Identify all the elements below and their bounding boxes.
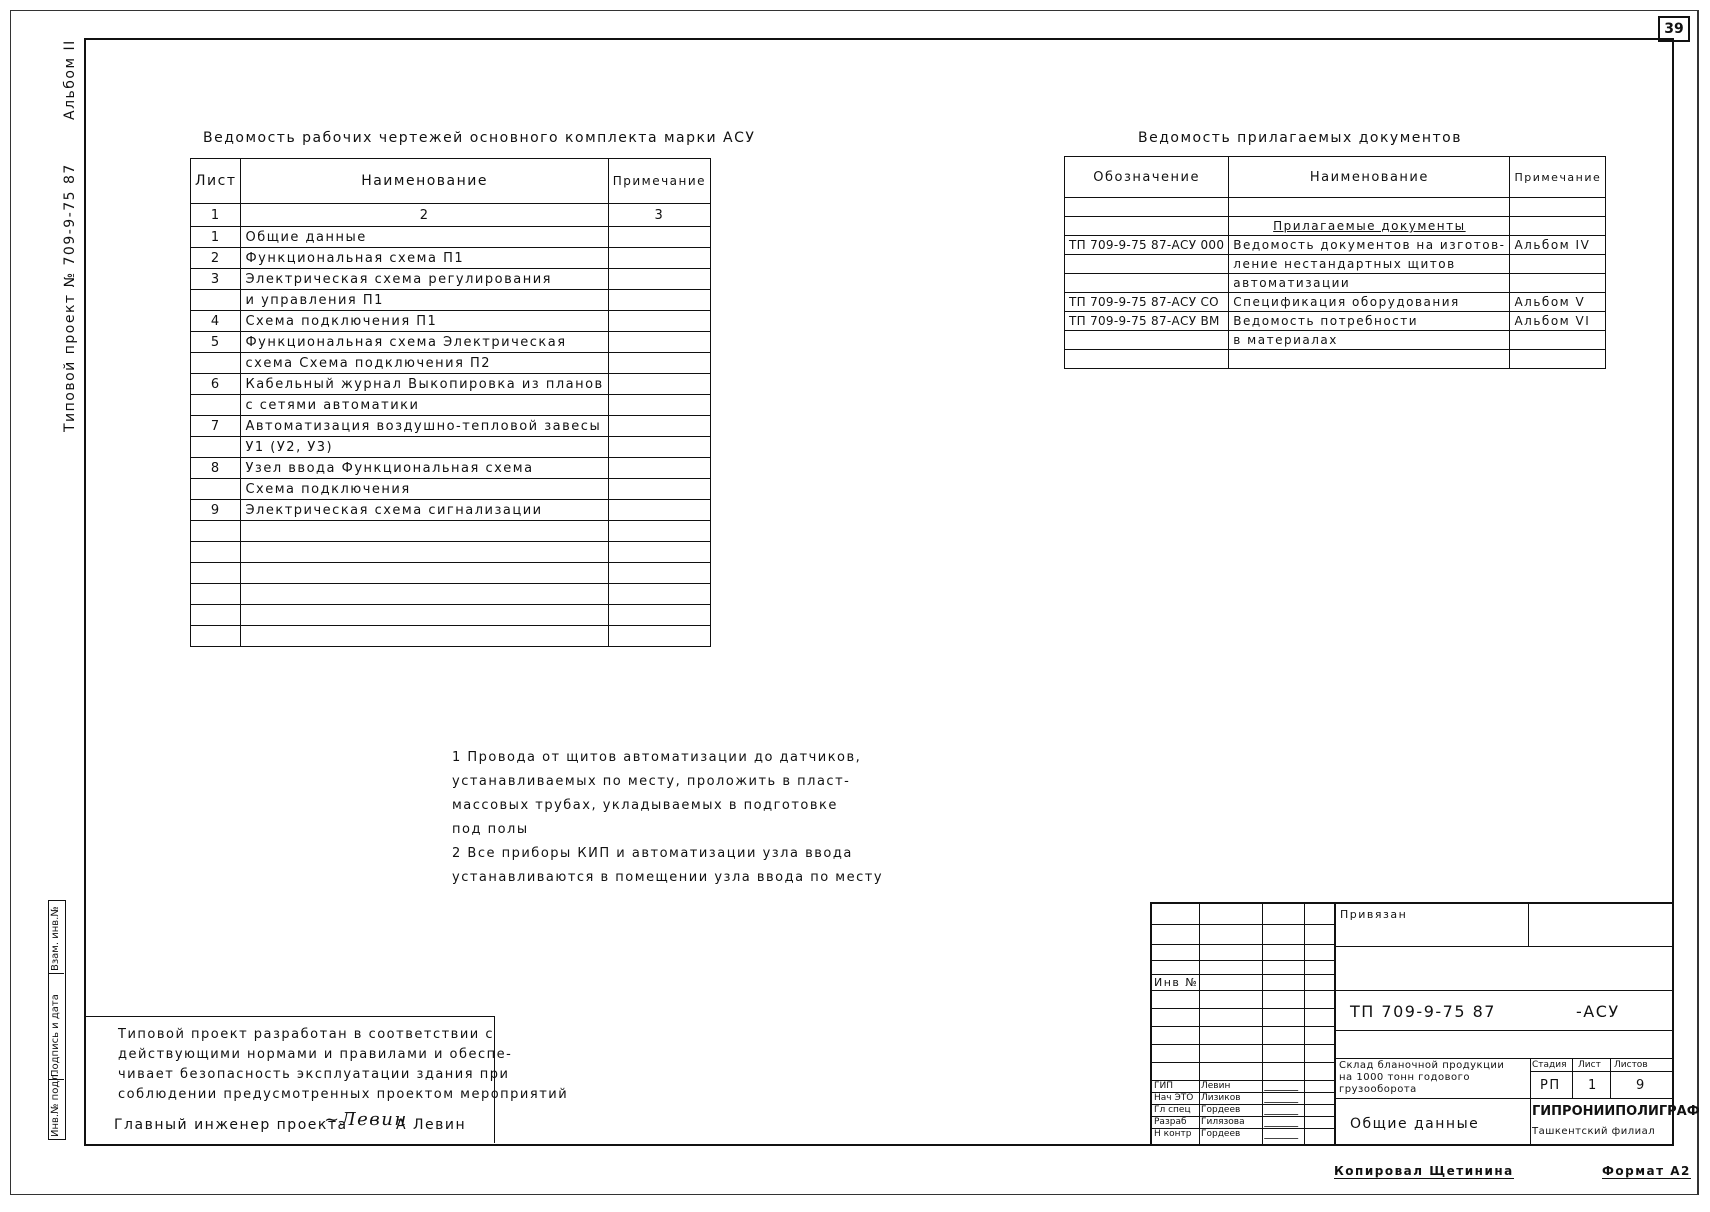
sheet-name-cell: У1 (У2, У3) [241,437,608,458]
note-line: устанавливаемых по месту, проложить в пласт- [452,774,851,789]
sheet-name-cell [241,605,608,626]
sheets-index-row [191,204,711,227]
organization-name: ГИПРОНИИПОЛИГРАФ [1532,1104,1700,1119]
attached-name-cell [1229,350,1510,369]
sheet-sheet-cell: 1 [191,227,241,248]
sheet-note-cell [608,437,710,458]
sheet-row [191,332,711,353]
sheet-name-cell: Кабельный журнал Выкопировка из планов [241,374,608,395]
sheet-name-cell: Функциональная схема Электрическая [241,332,608,353]
sheet-sheet-cell: 6 [191,374,241,395]
developer-statement-box [84,1016,569,1143]
sheets-table-caption: Ведомость рабочих чертежей основного комплекта марки АСУ [203,130,756,146]
attached-note-cell [1510,274,1606,293]
inv-number-label: Инв № [1154,976,1199,989]
sheet-sheet-cell [191,437,241,458]
attached-name-cell: автоматизации [1229,274,1510,293]
project-side-label: Типовой проект № 709-9-75 87 [62,163,78,432]
sheet-name-cell: схема Схема подключения П2 [241,353,608,374]
sheet-sheet-cell: 9 [191,500,241,521]
title-block [1150,902,1700,1144]
sheet-note-cell [608,563,710,584]
staff-name: Левин [1201,1081,1231,1091]
sheet-row [191,500,711,521]
sheet-note-cell [608,584,710,605]
sheet-sheet-cell [191,395,241,416]
attached-row [1065,217,1606,236]
sheet-sheet-cell [191,605,241,626]
sheet-sheet-cell: 5 [191,332,241,353]
index-cell: 3 [608,204,710,227]
attached-code-cell [1065,198,1229,217]
staff-signature [1264,1116,1302,1127]
attached-name-cell: в материалах [1229,331,1510,350]
sheet-row [191,248,711,269]
attached-code-cell [1065,255,1229,274]
sheet-note-cell [608,416,710,437]
chief-engineer-label: Главный инженер проекта [114,1117,348,1133]
chief-signature: ~Левин [324,1109,408,1130]
stage-label: Стадия [1532,1060,1567,1070]
sheet-sheet-cell [191,626,241,647]
staff-signature [1264,1104,1302,1115]
index-cell: 2 [241,204,608,227]
sheet-name-cell [241,563,608,584]
attached-header-note: Примечание [1510,157,1606,198]
sheet-row [191,437,711,458]
staff-role: Разраб [1154,1117,1187,1127]
attached-code-cell: ТП 709-9-75 87-АСУ ВМ [1065,312,1229,331]
stamp-signature-date: Подпись и дата [50,994,61,1077]
document-title: Общие данные [1350,1116,1480,1132]
sheet-note-cell [608,626,710,647]
sheet-note-cell [608,332,710,353]
sheet-note-cell [608,542,710,563]
statement-line: чивает безопасность эксплуатации здания при [118,1067,510,1082]
attached-note-cell: Альбом IV [1510,236,1606,255]
stage-value: РП [1540,1078,1561,1093]
stamp-inv-replace: Взам. инв.№ [50,906,61,971]
sheet-note-cell [608,374,710,395]
sheet-row [191,290,711,311]
sheets-label: Листов [1614,1060,1648,1070]
attached-note-cell: Альбом V [1510,293,1606,312]
sheet-name-cell: Схема подключения [241,479,608,500]
privyazan-label: Привязан [1340,908,1408,921]
attached-note-cell [1510,331,1606,350]
object-line: на 1000 тонн годового [1339,1072,1470,1083]
sheet-sheet-cell [191,353,241,374]
statement-line: Типовой проект разработан в соответствии с [118,1027,495,1042]
sheet-row [191,605,711,626]
sheet-note-cell [608,521,710,542]
sheet-name-cell: Функциональная схема П1 [241,248,608,269]
sheet-name-cell [241,542,608,563]
attached-name-cell: Спецификация оборудования [1229,293,1510,312]
sheets-value: 9 [1636,1078,1646,1093]
note-line: устанавливаются в помещении узла ввода по месту [452,870,884,885]
attached-code-cell [1065,350,1229,369]
sheet-note-cell [608,269,710,290]
attached-code-cell [1065,331,1229,350]
sheet-row [191,584,711,605]
sheet-row [191,353,711,374]
staff-signature [1264,1080,1302,1091]
sheet-note-cell [608,479,710,500]
attached-note-cell [1510,350,1606,369]
note-line: под полы [452,822,529,837]
sheet-note-cell [608,605,710,626]
sheet-row [191,542,711,563]
sheet-row [191,311,711,332]
sheet-note-cell [608,500,710,521]
attached-row [1065,255,1606,274]
attached-header-row [1065,157,1606,198]
project-code: ТП 709-9-75 87 [1350,1002,1496,1021]
attached-row [1065,236,1606,255]
note-line: 1 Провода от щитов автоматизации до датчиков, [452,750,862,765]
sheet-name-cell: Электрическая схема регулирования [241,269,608,290]
sheets-header-name: Наименование [241,159,608,204]
attached-row [1065,293,1606,312]
sheet-row [191,521,711,542]
sheet-note-cell [608,227,710,248]
attached-name-cell: Прилагаемые документы [1229,217,1510,236]
note-line: массовых трубах, укладываемых в подготовке [452,798,838,813]
attached-code-cell: ТП 709-9-75 87-АСУ СО [1065,293,1229,312]
sheet-sheet-cell [191,542,241,563]
sheet-note-cell [608,311,710,332]
attached-row [1065,274,1606,293]
attached-note-cell [1510,198,1606,217]
sheet-row [191,227,711,248]
sheet-name-cell: и управления П1 [241,290,608,311]
attached-row [1065,312,1606,331]
staff-name: Лизиков [1201,1093,1241,1103]
sheet-row [191,416,711,437]
page-number: 39 [1658,16,1690,42]
sheet-row [191,458,711,479]
paper-format: Формат А2 [1602,1164,1691,1178]
sheet-sheet-cell: 4 [191,311,241,332]
sheet-name-cell: Электрическая схема сигнализации [241,500,608,521]
attached-name-cell: ление нестандартных щитов [1229,255,1510,274]
sheet-note-cell [608,458,710,479]
attached-body [1065,198,1606,369]
sheet-note-cell [608,248,710,269]
sheets-body [191,227,711,647]
attached-name-cell [1229,198,1510,217]
sheets-header-note: Примечание [608,159,710,204]
sheets-table [190,158,711,647]
sheet-label: Лист [1578,1060,1601,1070]
general-notes [452,746,883,890]
sheet-name-cell [241,584,608,605]
attached-code-cell [1065,217,1229,236]
attached-header-code: Обозначение [1065,157,1229,198]
attached-note-cell: Альбом VI [1510,312,1606,331]
sheet-name-cell: Общие данные [241,227,608,248]
staff-name: Гордеев [1201,1129,1241,1139]
staff-signature [1264,1092,1302,1103]
sheet-sheet-cell: 2 [191,248,241,269]
sheet-name-cell [241,626,608,647]
sheet-sheet-cell [191,584,241,605]
sheet-sheet-cell: 7 [191,416,241,437]
staff-role: ГИП [1154,1081,1173,1091]
staff-role: Гл спец [1154,1105,1191,1115]
staff-signature [1264,1128,1302,1139]
sheet-row [191,395,711,416]
copied-by: Копировал Щетинина [1334,1164,1514,1178]
attached-header-name: Наименование [1229,157,1510,198]
sheet-name-cell [241,521,608,542]
staff-role: Нач ЭТО [1154,1093,1194,1103]
organization-branch: Ташкентский филиал [1532,1126,1656,1137]
note-line: 2 Все приборы КИП и автоматизации узла ввода [452,846,853,861]
sheet-sheet-cell [191,563,241,584]
staff-role: Н контр [1154,1129,1192,1139]
sheet-row [191,563,711,584]
project-mark: -АСУ [1576,1002,1620,1021]
attached-note-cell [1510,217,1606,236]
sheet-value: 1 [1588,1078,1598,1093]
attached-code-cell: ТП 709-9-75 87-АСУ 000 [1065,236,1229,255]
attached-row [1065,350,1606,369]
staff-name: Гордеев [1201,1105,1241,1115]
sheet-name-cell: Узел ввода Функциональная схема [241,458,608,479]
sheet-sheet-cell [191,521,241,542]
sheet-row [191,374,711,395]
object-name [1339,1060,1504,1096]
statement-line: действующими нормами и правилами и обеспе- [118,1047,513,1062]
sheet-name-cell: Схема подключения П1 [241,311,608,332]
sheet-name-cell: с сетями автоматики [241,395,608,416]
attached-name-cell: Ведомость документов на изготов- [1229,236,1510,255]
statement-line: соблюдении предусмотренных проектом мероприятий [118,1087,569,1102]
attached-code-cell [1065,274,1229,293]
attached-table-caption: Ведомость прилагаемых документов [1138,130,1462,146]
sheet-row [191,269,711,290]
sheet-row [191,626,711,647]
sheet-sheet-cell: 3 [191,269,241,290]
sheet-sheet-cell: 8 [191,458,241,479]
sheet-name-cell: Автоматизация воздушно-тепловой завесы [241,416,608,437]
attached-table [1064,156,1606,369]
staff-name: Гилязова [1201,1117,1245,1127]
attached-name-cell: Ведомость потребности [1229,312,1510,331]
sheets-header-row [191,159,711,204]
attached-row [1065,331,1606,350]
sheets-header-sheet: Лист [191,159,241,204]
sheet-sheet-cell [191,479,241,500]
sheet-sheet-cell [191,290,241,311]
object-line: Склад бланочной продукции [1339,1060,1505,1071]
sheet-row [191,479,711,500]
stamp-inv-orig: Инв.№ подл. [50,1071,61,1137]
sheet-note-cell [608,353,710,374]
left-stamp-strip [48,900,66,1140]
index-cell: 1 [191,204,241,227]
attached-row [1065,198,1606,217]
object-line: грузооборота [1339,1084,1417,1095]
attached-note-cell [1510,255,1606,274]
sheet-note-cell [608,395,710,416]
album-label: Альбом II [62,39,78,120]
chief-engineer-name: А Левин [396,1117,467,1133]
sheet-note-cell [608,290,710,311]
